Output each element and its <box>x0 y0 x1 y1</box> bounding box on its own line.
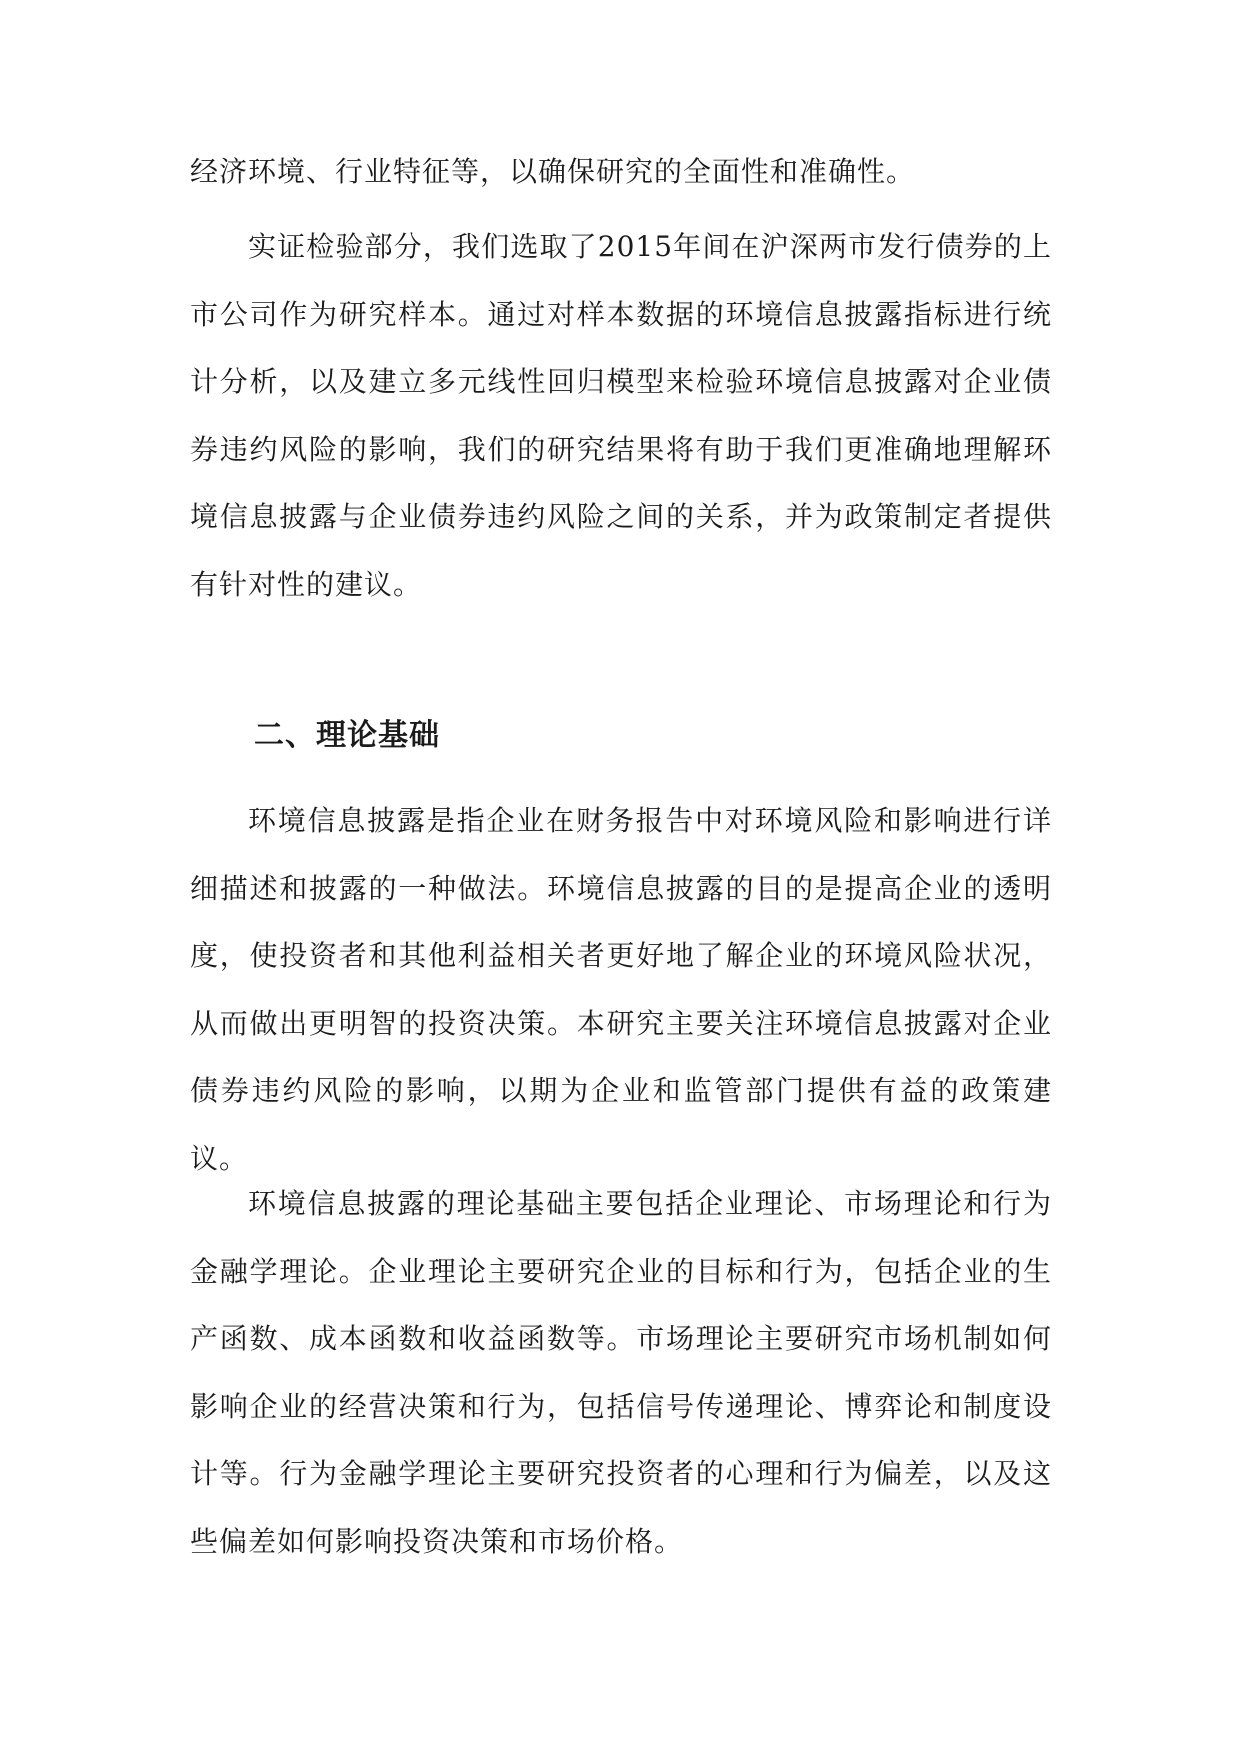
paragraph-disclosure-definition: 环境信息披露是指企业在财务报告中对环境风险和影响进行详细描述和披露的一种做法。环境信息披露的目的是提高企业的透明度，使投资者和其他利益相关者更好地了解企业的环境风险状况，从而做出更明智的投资决策。本研究主要关注环境信息披露对企业债券违约风险的影响，以期为企业和监管部门提供有益的政策建议。 <box>190 804 1052 1175</box>
paragraph-theory-basis: 环境信息披露的理论基础主要包括企业理论、市场理论和行为金融学理论。企业理论主要研究企业的目标和行为，包括企业的生产函数、成本函数和收益函数等。市场理论主要研究市场机制如何影响企业的经营决策和行为，包括信号传递理论、博弈论和制度设计等。行为金融学理论主要研究投资者的心理和行为偏差，以及这些偏差如何影响投资决策和市场价格。 <box>190 1187 1052 1558</box>
paragraph-continuation: 经济环境、行业特征等，以确保研究的全面性和准确性。 <box>190 155 916 188</box>
paragraph-empirical-test: 实证检验部分，我们选取了2015年间在沪深两市发行债券的上市公司作为研究样本。通过对样本数据的环境信息披露指标进行统计分析，以及建立多元线性回归模型来检验环境信息披露对企业债券违约风险的影响，我们的研究结果将有助于我们更准确地理解环境信息披露与企业债券违约风险之间的关系，并为政策制定者提供有针对性的建议。 <box>190 230 1052 601</box>
section-heading: 二、理论基础 <box>254 718 440 753</box>
